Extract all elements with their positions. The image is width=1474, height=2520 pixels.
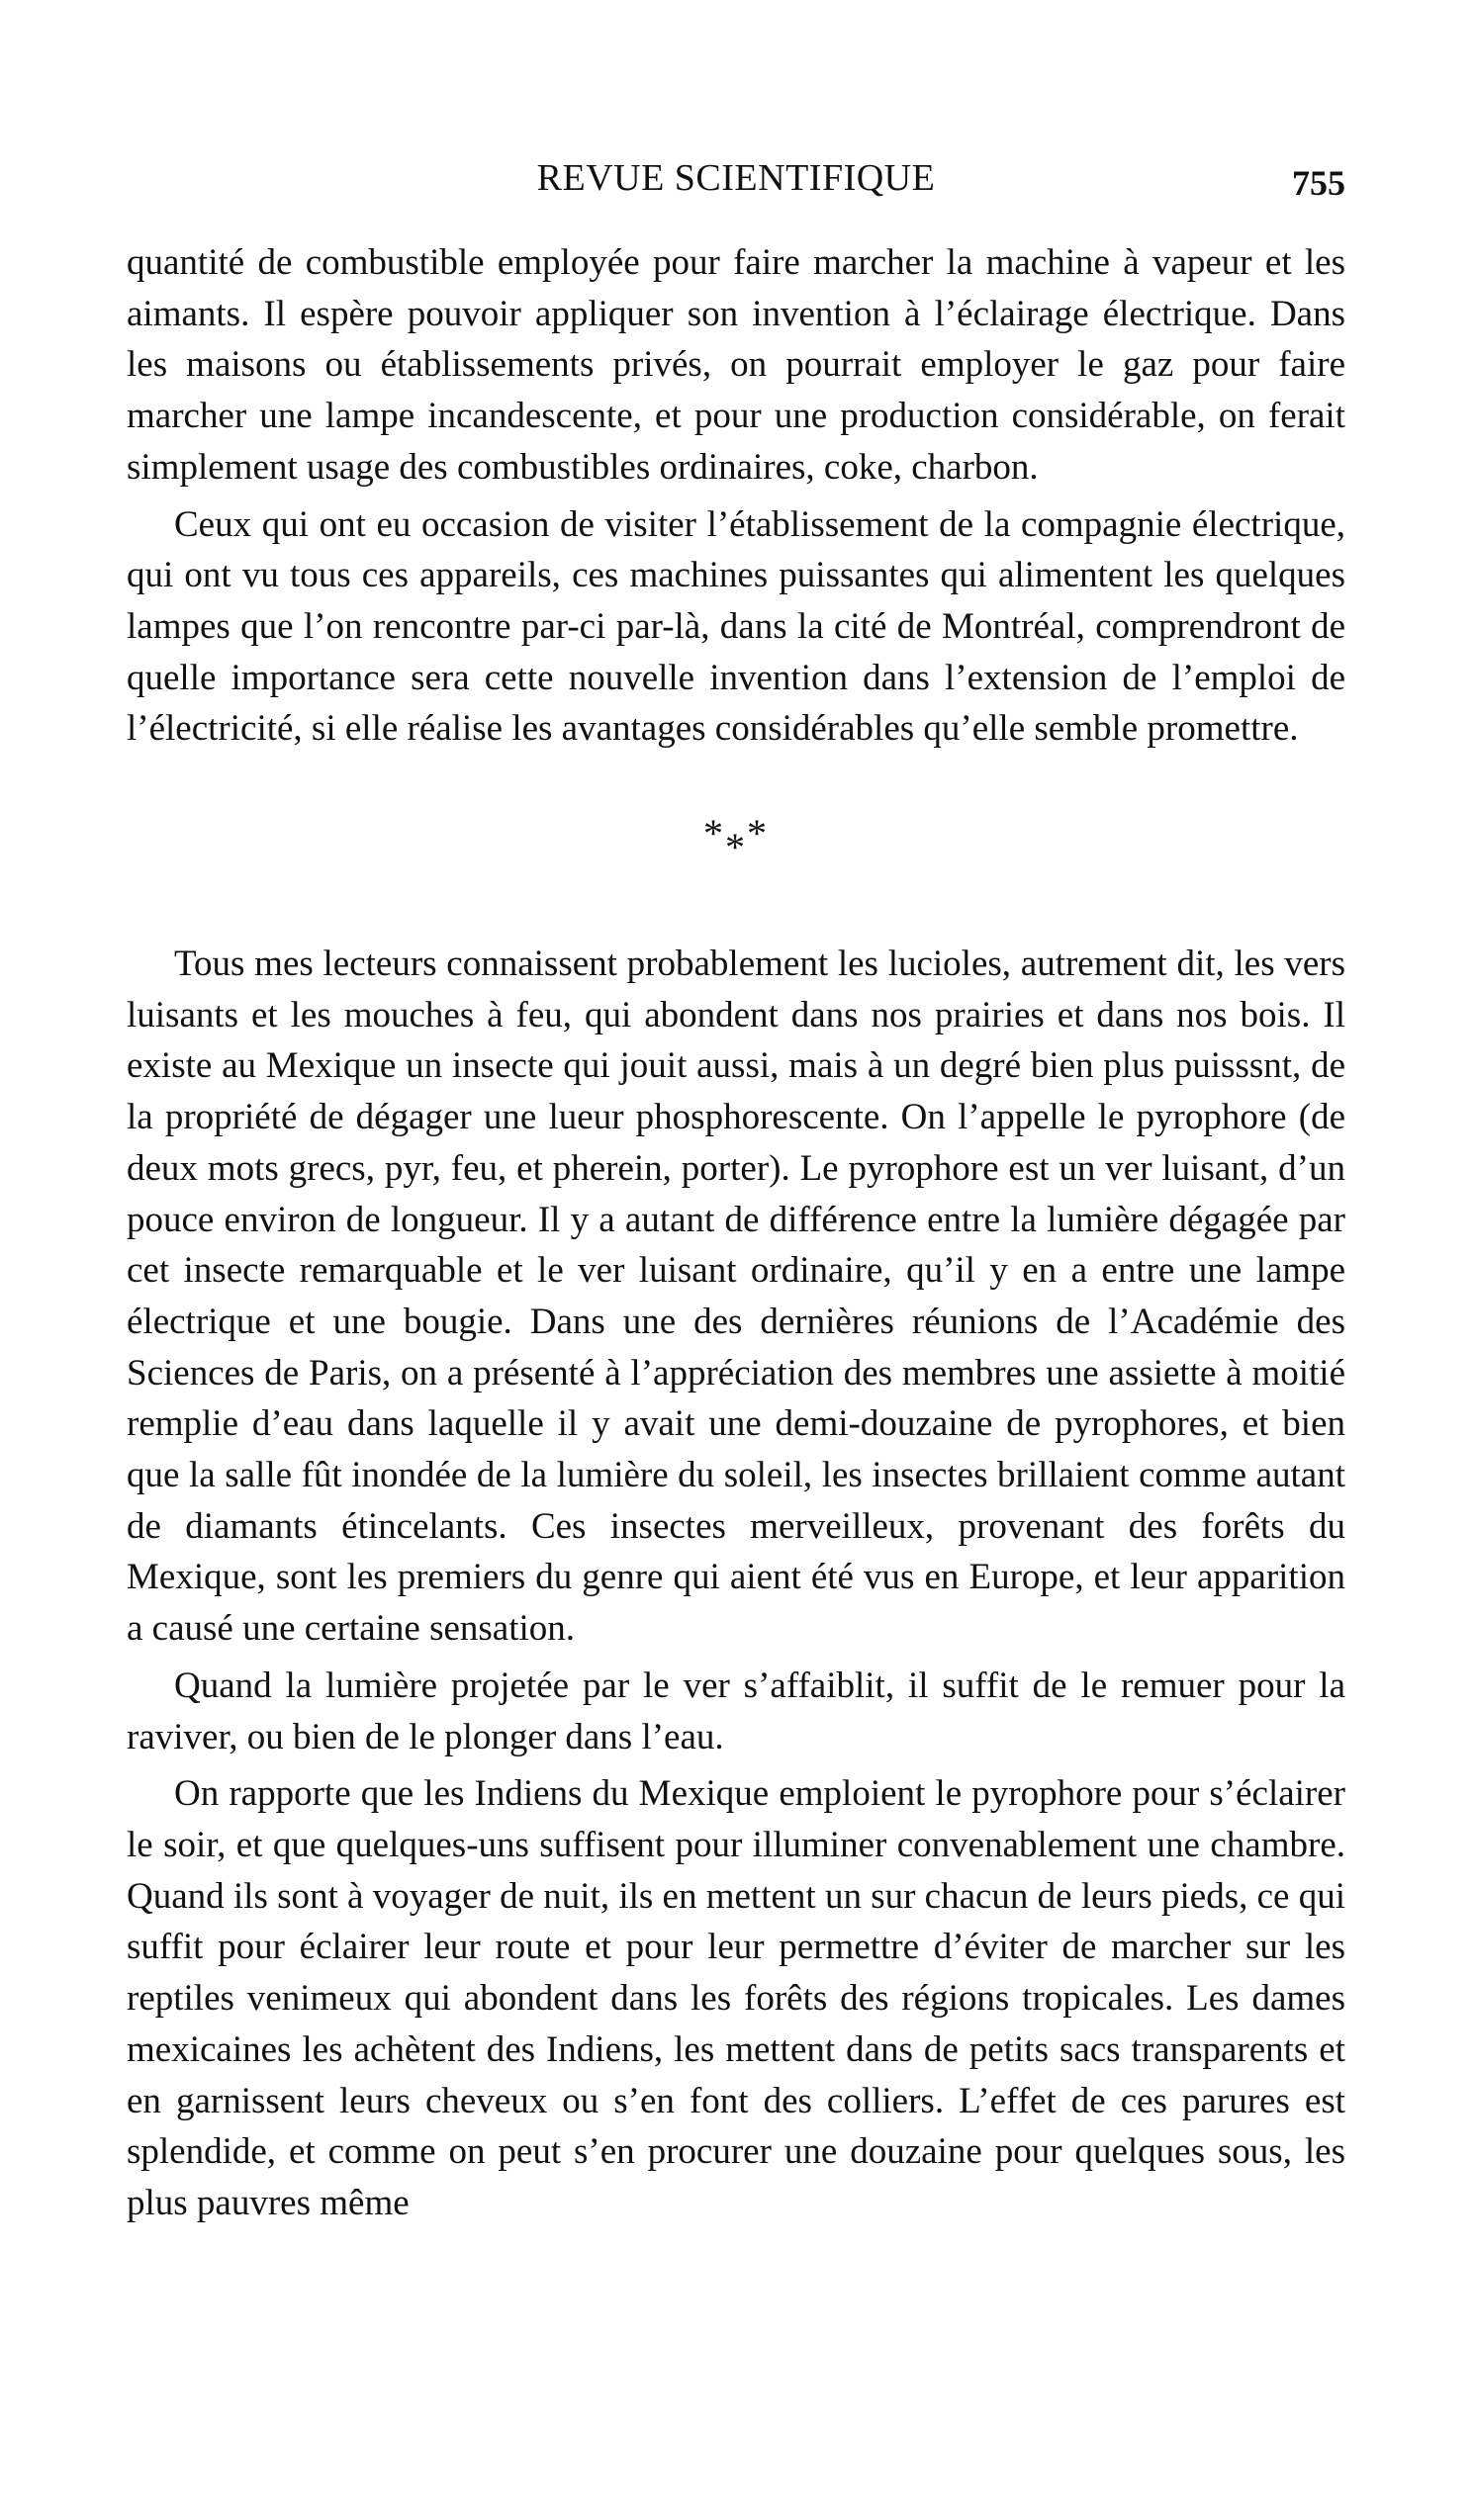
asterism-lower-star: * (725, 825, 747, 870)
asterism-left-star: * (703, 811, 725, 856)
paragraph-1: quantité de combustible employée pour faire marcher la machine à vapeur et les aimants. Il espère pouvoir appliquer son invention à l’éclairage électrique. Dans les maisons ou établissements privés, on pourrait employer le gaz pour faire marcher une lampe incandescente, et pour une production considérable, on ferait simplement usage des combustibles ordinaires, coke, charbon. (127, 242, 1345, 488)
paragraph-2: Ceux qui ont eu occasion de visiter l’établissement de la compagnie électrique, qui ont vu tous ces appareils, ces machines puissantes qui alimentent les quelques lampes que l’on rencontre par-ci par-là, dans la cité de Montréal, comprendront de quelle importance sera cette nouvelle invention dans l’extension de l’emploi de l’électricité, si elle réalise les avantages considérables qu’elle semble promettre. (127, 503, 1345, 750)
running-head (127, 153, 1345, 203)
paragraph-4: Quand la lumière projetée par le ver s’affaiblit, il suffit de le remuer pour la raviver, ou bien de le plonger dans l’eau. (127, 1665, 1345, 1757)
paragraph-3: Tous mes lecteurs connaissent probablement les lucioles, autrement dit, les vers luisants et les mouches à feu, qui abondent dans nos prairies et dans nos bois. Il existe au Mexique un insecte qui jouit aussi, mais à un degré bien plus puisssnt, de la propriété de dégager une lueur phosphorescente. On l’appelle le pyrophore (de deux mots grecs, pyr, feu, et pherein, porter). Le pyrophore est un ver luisant, d’un pouce environ de longueur. Il y a autant de différence entre la lumière dégagée par cet insecte remarquable et le ver luisant ordinaire, qu’il y en a entre une lampe électrique et une bougie. Dans une des dernières réunions de l’Académie des Sciences de Paris, on a présenté à l’appréciation des membres une assiette à moitié remplie d’eau dans laquelle il y avait une demi-douzaine de pyrophores, et bien que la salle fût inondée de la lumière du soleil, les insectes brillaient comme autant de diamants étincelants. Ces insectes merveilleux, provenant des forêts du Mexique, sont les premiers du genre qui aient été vus en Europe, et leur apparition a causé une certaine sensation. (127, 944, 1345, 1650)
page-number: 755 (1292, 163, 1345, 203)
paragraph-5: On rapporte que les Indiens du Mexique emploient le pyrophore pour s’éclairer le soir, et que quelques-uns suffisent pour illuminer convenablement une chambre. Quand ils sont à voyager de nuit, ils en mettent un sur chacun de leurs pieds, ce qui suffit pour éclairer leur route et pour leur permettre d’éviter de marcher sur les reptiles venimeux qui abondent dans les forêts des régions tropicales. Les dames mexicaines les achètent des Indiens, les mettent dans de petits sacs transparents et en garnissent leurs cheveux ou s’en font des colliers. L’effet de ces parures est splendide, et comme on peut s’en procurer une douzaine pour quelques sous, les plus pauvres même (127, 1773, 1346, 2223)
running-title: REVUE SCIENTIFIQUE (536, 157, 936, 199)
section-separator-asterism (127, 811, 1345, 870)
asterism-right-star: * (747, 811, 769, 856)
article-body (127, 237, 1345, 2235)
